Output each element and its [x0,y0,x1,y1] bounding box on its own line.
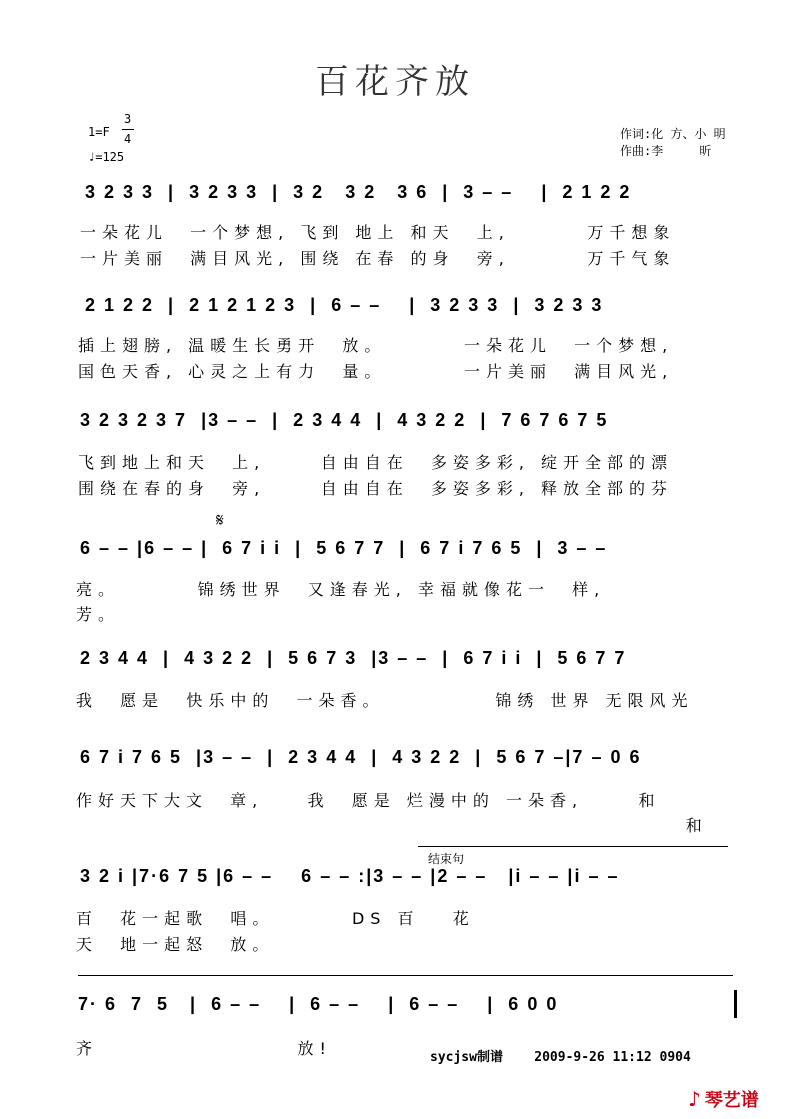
page-title: 百花齐放 [315,62,475,102]
footer-credit: sycjsw制谱 2009-9-26 11:12 0904 [430,1050,691,1065]
notation-row: 2 1 2 2 | 2 1 2 1 2 3 | 6 – – | 3 2 3 3 | 3 2 3 3 [85,295,604,315]
ending-label: 结束句 [428,852,465,866]
time-signature-bottom: 4 [124,132,132,146]
notation-row: 6 – – |6 – – | 6 7 i i | 5 6 7 7 | 6 7 i 7 6 5 | 3 – – [80,538,608,558]
lyric-line: 亮。 锦绣世界 又逢春光, 幸福就像花一 样, [76,580,606,599]
lyric-line: 齐 放! [76,1039,332,1058]
lyric-line: 一片美丽 满目风光, 围绕 在春 的身 旁, 万千气象 [80,249,676,268]
key-signature: 1=F [88,125,110,139]
lyric-line: 国色天香, 心灵之上有力 量。 一片美丽 满目风光, [78,362,674,381]
lyric-line: 和 [76,816,708,835]
time-signature-top: 3 [124,112,132,126]
notation-row: 2 3 4 4 | 4 3 2 2 | 5 6 7 3 |3 – – | 6 7 i i | 5 6 7 7 [80,648,627,668]
notation-row: 7· 6 7 5 | 6 – – | 6 – – | 6 – – | 6 0 0 [78,994,559,1014]
lyric-line: 天 地一起怒 放。 [76,935,275,954]
lyric-line: 飞到地上和天 上, 自由自在 多姿多彩, 绽开全部的漂 [78,453,674,472]
segno-sign: 𝄋 [216,510,224,531]
music-note-icon: ♪ [688,1087,701,1111]
tempo-marking: ♩=125 [88,150,125,164]
watermark [688,1086,759,1112]
lyric-line: 百 花一起歌 唱。 DS 百 花 [76,909,475,928]
lyric-line: 插上翅膀, 温暖生长勇开 放。 一朵花儿 一个梦想, [78,336,674,355]
notation-row: 3 2 3 3 | 3 2 3 3 | 3 2 3 2 3 6 | 3 – – | 2 1 2 2 [85,182,632,202]
watermark-text: 琴艺谱 [704,1090,759,1111]
notation-row: 6 7 i 7 6 5 |3 – – | 2 3 4 4 | 4 3 2 2 | 5 6 7 –|7 – 0 6 [80,747,642,767]
lyric-line: 我 愿是 快乐中的 一朵香。 锦绣 世界 无限风光 [76,691,694,710]
composer-credit: 作曲:李 昕 [620,144,712,158]
notation-row: 3 2 i |7·6 7 5 |6 – – 6 – – :|3 – – |2 – – |i – – |i – – [80,866,620,886]
lyric-line: 作好天下大文 章, 我 愿是 烂漫中的 一朵香, 和 [76,791,661,810]
lyric-line: 一朵花儿 一个梦想, 飞到 地上 和天 上, 万千想象 [80,223,676,242]
lyric-line: 围绕在春的身 旁, 自由自在 多姿多彩, 释放全部的芬 [78,479,674,498]
lyric-line: 芳。 [76,605,121,624]
lyricist-credit: 作词:化 方、小 明 [620,127,726,141]
notation-row: 3 2 3 2 3 7 |3 – – | 2 3 4 4 | 4 3 2 2 | 7 6 7 6 7 5 [80,410,609,430]
